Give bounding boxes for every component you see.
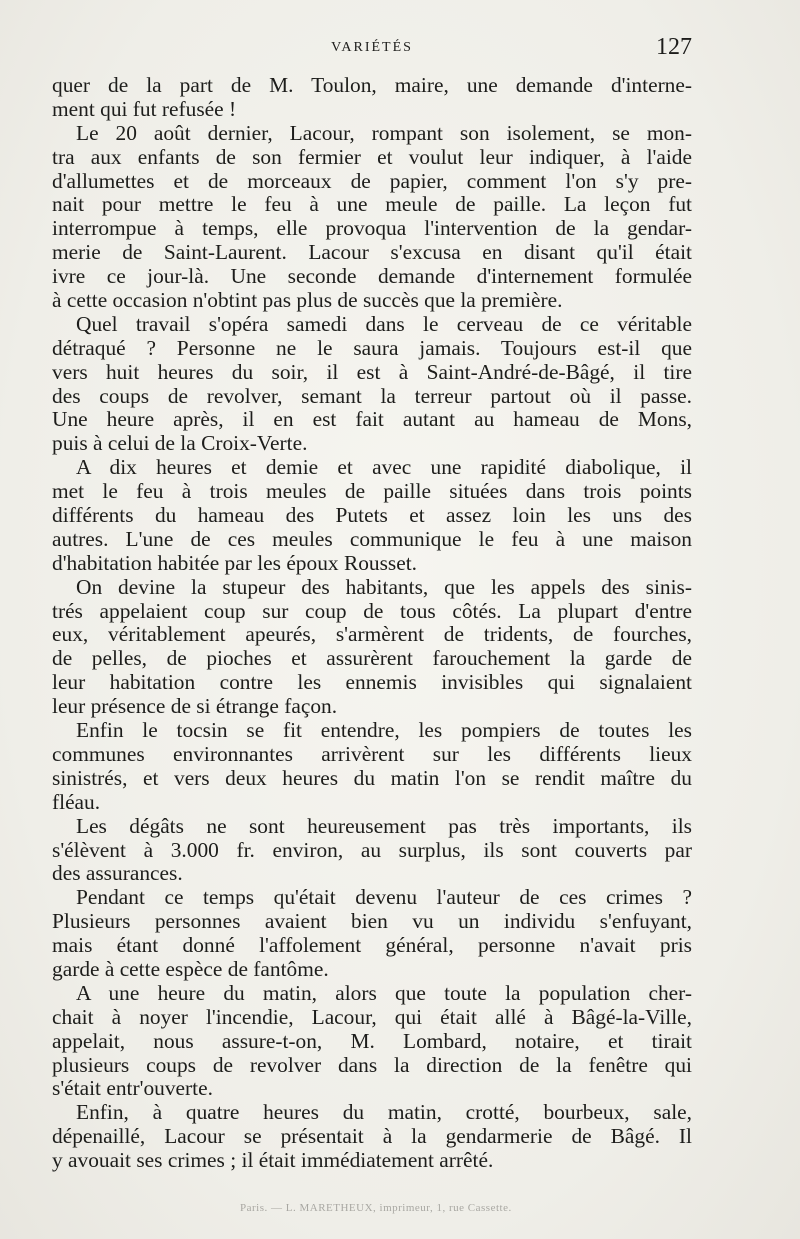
printer-imprint: Paris. — L. MARETHEUX, imprimeur, 1, rue Cassette. [240,1202,512,1214]
paragraph-9 [52,982,692,1101]
text-line: chait à noyer l'incendie, Lacour, qui était allé à Bâgé-la-Ville, [52,1004,692,1029]
paragraph-8 [52,886,692,982]
text-line: Quel travail s'opéra samedi dans le cerveau de ce véritable [76,311,692,336]
text-line: garde à cette espèce de fantôme. [52,956,329,981]
text-line: des assurances. [52,861,183,886]
text-line: dépenaillé, Lacour se présentait à la gendarmerie de Bâgé. Il [52,1124,692,1149]
text-line: ment qui fut refusée ! [52,96,237,121]
paragraph-2 [52,122,692,313]
text-line: des coups de revolver, semant la terreur partout où il passe. [52,383,692,408]
text-line: différents du hameau des Putets et assez loin les uns des [52,503,692,528]
text-line: appelait, nous assure-t-on, M. Lombard, notaire, et tirait [52,1028,692,1053]
text-line: d'allumettes et de morceaux de papier, comment l'on s'y pre- [52,168,692,193]
text-line: s'élèvent à 3.000 fr. environ, au surplus, ils sont couverts par [52,837,692,862]
text-line: met le feu à trois meules de paille situées dans trois points [52,479,692,504]
text-line: Enfin, à quatre heures du matin, crotté, bourbeux, sale, [76,1100,692,1125]
text-line: d'habitation habitée par les époux Rousset. [52,550,418,575]
text-line: trés appelaient coup sur coup de tous côtés. La plupart d'entre [52,598,692,623]
paragraph-10 [52,1101,692,1173]
text-line: de pelles, de pioches et assurèrent farouchement la garde de [52,646,692,671]
paragraph-1 [52,74,692,122]
text-line: Enfin le tocsin se fit entendre, les pompiers de toutes les [76,718,692,743]
text-line: On devine la stupeur des habitants, que les appels des sinis- [76,574,692,599]
text-line: détraqué ? Personne ne le saura jamais. Toujours est-il que [52,335,692,360]
paragraph-3 [52,313,692,456]
paragraph-5 [52,576,692,719]
running-head [52,34,692,68]
text-line: autres. L'une de ces meules communique le feu à une maison [52,526,692,551]
text-line: à cette occasion n'obtint pas plus de succès que la première. [52,288,563,313]
text-line: mais étant donné l'affolement général, personne n'avait pris [52,933,692,958]
text-line: Les dégâts ne sont heureusement pas très importants, ils [76,813,692,838]
text-line: s'était entr'ouverte. [52,1076,213,1101]
text-line: y avouait ses crimes ; il était immédiatement arrêté. [52,1148,494,1173]
text-line: merie de Saint-Laurent. Lacour s'excusa en disant qu'il était [52,240,692,265]
paragraph-4 [52,456,692,575]
text-line: eux, véritablement apeurés, s'armèrent de tridents, de fourches, [52,622,692,647]
section-title: VARIÉTÉS [331,40,413,55]
paragraph-6 [52,719,692,815]
body-text [52,74,692,1173]
text-line: Plusieurs personnes avaient bien vu un individu s'enfuyant, [52,909,692,934]
text-line: leur habitation contre les ennemis invisibles qui signalaient [52,670,692,695]
text-line: nait pour mettre le feu à une meule de paille. La leçon fut [52,192,692,217]
text-line: Le 20 août dernier, Lacour, rompant son isolement, se mon- [76,120,692,145]
text-line: Pendant ce temps qu'était devenu l'auteur de ces crimes ? [76,885,692,910]
text-line: leur présence de si étrange façon. [52,694,338,719]
text-line: interrompue à temps, elle provoqua l'intervention de la gendar- [52,216,692,241]
text-line: plusieurs coups de revolver dans la direction de la fenêtre qui [52,1052,692,1077]
text-line: puis à celui de la Croix-Verte. [52,431,308,456]
text-line: A dix heures et demie et avec une rapidité diabolique, il [76,455,692,480]
text-line: communes environnantes arrivèrent sur les différents lieux [52,741,692,766]
text-line: A une heure du matin, alors que toute la population cher- [76,980,692,1005]
text-line: fléau. [52,789,101,814]
text-line: vers huit heures du soir, il est à Saint-André-de-Bâgé, il tire [52,359,692,384]
text-line: tra aux enfants de son fermier et voulut leur indiquer, à l'aide [52,144,692,169]
page-number: 127 [656,34,692,60]
paragraph-7 [52,815,692,887]
text-line: ivre ce jour-là. Une seconde demande d'internement formulée [52,264,692,289]
text-line: quer de la part de M. Toulon, maire, une demande d'interne- [52,73,692,97]
text-line: sinistrés, et vers deux heures du matin l'on se rendit maître du [52,765,692,790]
text-line: Une heure après, il en est fait autant au hameau de Mons, [52,407,692,432]
